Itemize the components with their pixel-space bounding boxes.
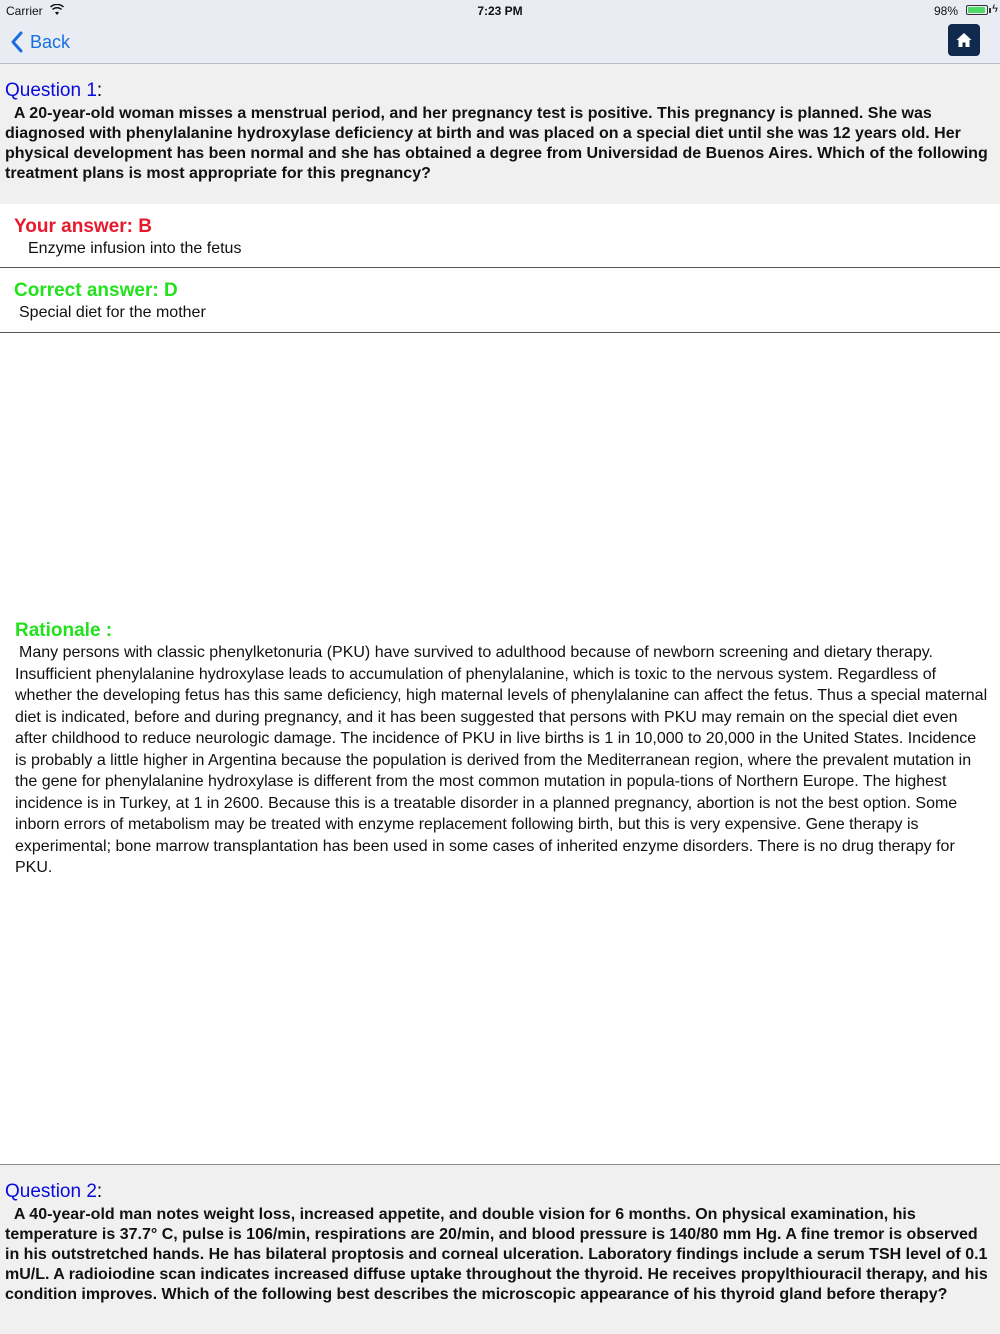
home-button[interactable] bbox=[948, 24, 980, 56]
question-1-text-content: A 20-year-old woman misses a menstrual period, and her pregnancy test is positive. This pregnancy is planned. She was diagnosed with phenylalanine hydroxylase deficiency at birth and was placed on a special diet until she was 12 years old. Her physical development has been normal and she has obtained a degree from Universidad de Buenos Aires. Which of the following treatment plans is most appropriate for this pregnancy? bbox=[5, 105, 988, 182]
carrier-label: Carrier bbox=[6, 4, 43, 18]
correct-answer-block bbox=[0, 268, 1000, 333]
question-2-title-colon: : bbox=[96, 1181, 103, 1202]
status-time: 7:23 PM bbox=[477, 4, 523, 18]
charging-bolt-icon: ϟ bbox=[992, 3, 998, 15]
rationale-title: Rationale : bbox=[15, 620, 113, 641]
correct-answer-label: Correct answer: D bbox=[14, 280, 178, 301]
battery-percentage: 98% bbox=[933, 4, 958, 18]
question-2-text bbox=[5, 1205, 996, 1305]
chevron-left-icon bbox=[10, 31, 24, 53]
battery-tip bbox=[989, 8, 991, 13]
your-answer-label: Your answer: B bbox=[14, 216, 152, 237]
question-1-title bbox=[5, 80, 996, 102]
question-1-block bbox=[0, 64, 1000, 204]
question-2-title-text: Question 2 bbox=[5, 1181, 97, 1202]
home-icon bbox=[955, 31, 973, 49]
rationale-section bbox=[15, 620, 990, 879]
status-bar bbox=[0, 0, 1000, 22]
rationale-text: Many persons with classic phenylketonuria (PKU) have survived to adulthood because of newborn screening and dietary therapy. Insufficient phenylalanine hydroxylase leads to accumulation of phenylalanine, which is toxic to the nervous system. Regardless of whether the developing fetus has this same deficiency, high maternal levels of phenylalanine can affect the fetus. Thus a special maternal diet is indicated, before and during pregnancy, and it has been suggested that persons with PKU may remain on the special diet even after childhood to reduce neurologic damage. The incidence of PKU in live births is 1 in 10,000 to 20,000 in the United States. Incidence is probably a little higher in Argentina because the population is derived from the Mediterranean region, where the prevalent mutation in the gene for phenylalanine hydroxylase is different from the most common mutation in popula-tions of Northern Europe. The highest incidence is in Turkey, at 1 in 2600. Because this is a treatable disorder in a planned pregnancy, abortion is not the best option. Some inborn errors of metabolism may be treated with enzyme replacement following birth, but this is very expensive. Gene therapy is experimental; bone marrow transplantation has been used in some cases of inherited enzyme disorders. There is no drug therapy for PKU. bbox=[15, 644, 988, 876]
question-2-text-content: A 40-year-old man notes weight loss, increased appetite, and double vision for 6 months. On physical examination, his temperature is 37.7° C, pulse is 106/min, respirations are 20/min, and blood pressure is 140/80 mm Hg. A fine tremor is observed in his outstretched hands. He has bilateral proptosis and corneal ulceration. Laboratory findings include a serum TSH level of 0.1 mU/L. A radioiodine scan indicates increased diffuse uptake throughout the thyroid. He receives propylthiouracil therapy, and his condition improves. Which of the following best describes the microscopic appearance of his thyroid gland before therapy? bbox=[5, 1206, 988, 1303]
navigation-bar bbox=[0, 22, 1000, 64]
question-1-title-text: Question 1 bbox=[5, 80, 97, 101]
question-1-title-colon: : bbox=[96, 80, 103, 101]
question-2-block bbox=[0, 1164, 1000, 1334]
your-answer-text: Enzyme infusion into the fetus bbox=[28, 240, 242, 257]
battery-level-fill bbox=[968, 7, 985, 13]
correct-answer-text: Special diet for the mother bbox=[19, 304, 206, 321]
your-answer-block bbox=[0, 204, 1000, 268]
question-2-title bbox=[5, 1181, 996, 1203]
back-label: Back bbox=[30, 31, 71, 52]
back-button[interactable] bbox=[10, 28, 70, 56]
question-1-text bbox=[5, 104, 996, 184]
battery-icon bbox=[966, 5, 988, 15]
